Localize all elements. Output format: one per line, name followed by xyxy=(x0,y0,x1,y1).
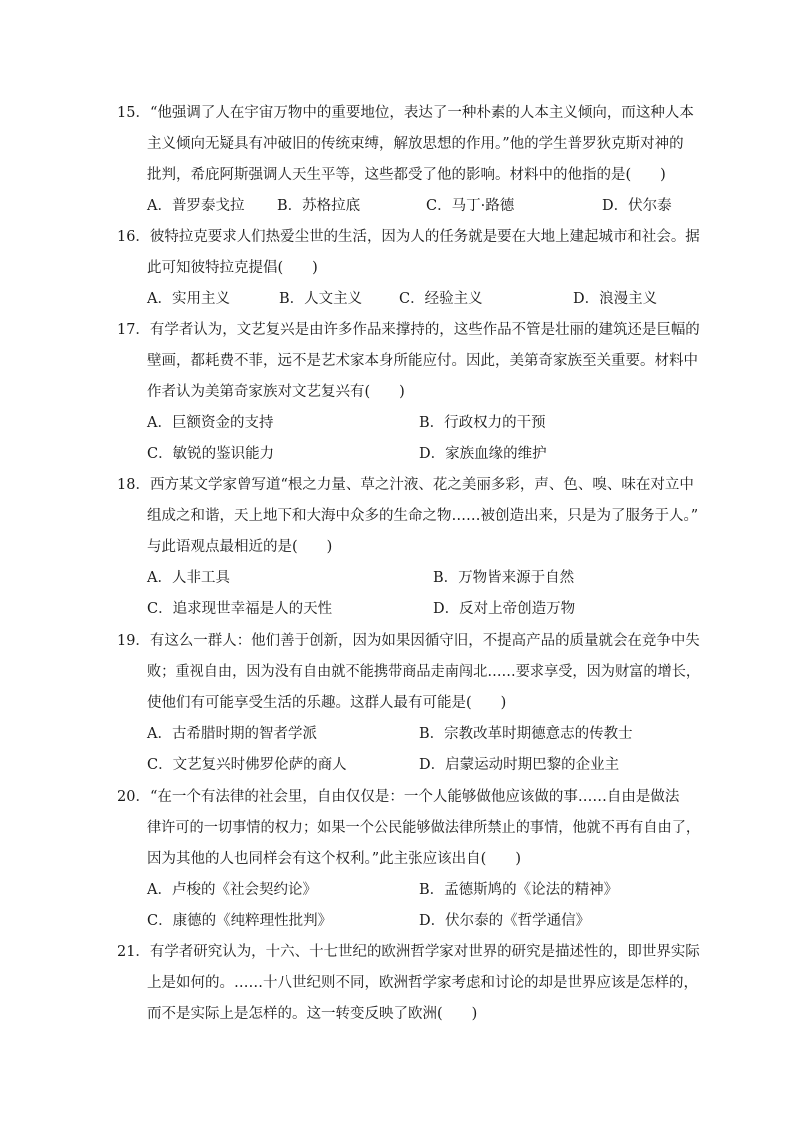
option-b: B．万物皆来源于自然 xyxy=(433,570,575,586)
option-a: A．古希腊时期的智者学派 xyxy=(147,726,317,742)
question-text-line: 19．有这么一群人：他们善于创新，因为如果因循守旧，不提高产品的质量就会在竞争中失 xyxy=(117,633,700,649)
option-c: C．经验主义 xyxy=(399,291,483,307)
question-text-line: 壁画，都耗费不菲，远不是艺术家本身所能应付。因此，美第奇家族至关重要。材料中 xyxy=(147,353,698,369)
question-text-line: 17．有学者认为，文艺复兴是由许多作品来撑持的，这些作品不管是壮丽的建筑还是巨幅的 xyxy=(117,322,700,338)
question-text-line: 作者认为美第奇家族对文艺复兴有( ) xyxy=(147,384,405,400)
question-text-line: 上是如何的。……十八世纪则不同，欧洲哲学家考虑和讨论的却是世界应该是怎样的， xyxy=(147,975,698,991)
option-b: B．宗教改革时期德意志的传教士 xyxy=(419,726,633,742)
question-text-line: 败；重视自由，因为没有自由就不能携带商品走南闯北……要求享受，因为财富的增长， xyxy=(147,664,701,680)
option-d: D．伏尔泰 xyxy=(602,198,672,214)
option-c: C．康德的《纯粹理性批判》 xyxy=(147,913,333,929)
option-b: B．苏格拉底 xyxy=(277,198,361,214)
question-text-line: 主义倾向无疑具有冲破旧的传统束缚，解放思想的作用。”他的学生普罗狄克斯对神的 xyxy=(147,136,684,152)
option-a: A．人非工具 xyxy=(147,570,230,586)
option-b: B．孟德斯鸠的《论法的精神》 xyxy=(419,882,619,898)
question-text-line: 因为其他的人也同样会有这个权利。”此主张应该出自( ) xyxy=(147,851,521,867)
option-d: D．反对上帝创造万物 xyxy=(433,601,576,617)
question-text-line: 与此语观点最相近的是( ) xyxy=(147,539,333,555)
option-d: D．家族血缘的维护 xyxy=(419,446,547,462)
question-text-line: 批判，希庇阿斯强调人天生平等，这些都受了他的影响。材料中的他指的是( ) xyxy=(147,167,666,183)
question-text-line: 16．彼特拉克要求人们热爱尘世的生活，因为人的任务就是要在大地上建起城市和社会。据 xyxy=(117,229,700,245)
question-text-line: 21．有学者研究认为，十六、十七世纪的欧洲哲学家对世界的研究是描述性的，即世界实际 xyxy=(117,944,700,960)
question-text-line: 组成之和谐，天上地下和大海中众多的生命之物……被创造出来，只是为了服务于人。” xyxy=(147,508,699,524)
option-c: C．敏锐的鉴识能力 xyxy=(147,446,275,462)
question-text-line: 20．“在一个有法律的社会里，自由仅仅是：一个人能够做他应该做的事……自由是做法 xyxy=(117,789,680,805)
question-text-line: 18．西方某文学家曾写道“根之力量、草之汁液、花之美丽多彩，声、色、嗅、味在对立中 xyxy=(117,477,694,493)
option-c: C．马丁·路德 xyxy=(426,198,515,214)
question-text-line: 此可知彼特拉克提倡( ) xyxy=(147,260,318,276)
option-a: A．卢梭的《社会契约论》 xyxy=(147,882,317,898)
option-c: C．追求现世幸福是人的天性 xyxy=(147,601,333,617)
option-d: D．浪漫主义 xyxy=(573,291,658,307)
question-text-line: 使他们有可能享受生活的乐趣。这群人最有可能是( ) xyxy=(147,695,507,711)
option-b: B．行政权力的干预 xyxy=(419,415,546,431)
option-c: C．文艺复兴时佛罗伦萨的商人 xyxy=(147,757,347,773)
option-a: A．巨额资金的支持 xyxy=(147,415,274,431)
question-text-line: 而不是实际上是怎样的。这一转变反映了欧洲( ) xyxy=(147,1006,478,1022)
question-text-line: 律许可的一切事情的权力；如果一个公民能够做法律所禁止的事情，他就不再有自由了， xyxy=(147,820,701,836)
option-a: A．实用主义 xyxy=(147,291,230,307)
option-a: A．普罗泰戈拉 xyxy=(147,198,245,214)
option-d: D．伏尔泰的《哲学通信》 xyxy=(419,913,591,929)
question-text-line: 15．“他强调了人在宇宙万物中的重要地位，表达了一种朴素的人本主义倾向，而这种人本 xyxy=(117,105,694,121)
option-d: D．启蒙运动时期巴黎的企业主 xyxy=(419,757,620,773)
option-b: B．人文主义 xyxy=(279,291,363,307)
